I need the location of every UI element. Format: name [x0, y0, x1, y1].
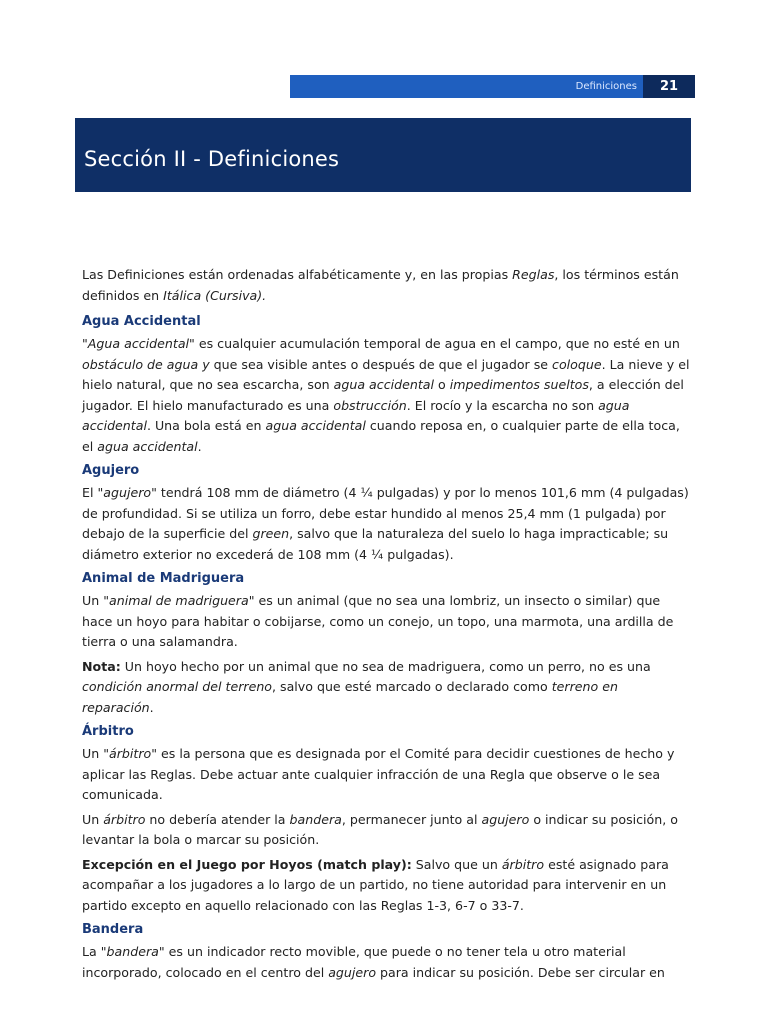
- definition-heading-animal-de-madriguera: Animal de Madriguera: [82, 571, 245, 586]
- running-header-section: Definiciones: [290, 75, 643, 98]
- definition-text-animal-de-madriguera: Un "animal de madriguera" es un animal (que no sea una lombriz, un insecto o similar) que hace un hoyo para habitar o cobijarse, como un conejo, un topo, una marmota, una ardilla de tierra o una salamandra.: [82, 593, 674, 649]
- definition-text-arbitro: Un "árbitro" es la persona que es designada por el Comité para decidir cuestiones de hecho y aplicar las Reglas. Debe actuar ante cualquier infracción de una Regla que observe o le sea comunicada.: [82, 746, 675, 802]
- definition-heading-bandera: Bandera: [82, 922, 144, 937]
- definition-heading-agujero: Agujero: [82, 463, 140, 478]
- section-title-band: [75, 118, 691, 192]
- definition-text-agujero: El "agujero" tendrá 108 mm de diámetro (4 ¼ pulgadas) y por lo menos 101,6 mm (4 pulgadas) de profundidad. Si se utiliza un forro, debe estar hundido al menos 25,4 mm (1 pulgada) por debajo de la superficie del green, salvo que la naturaleza del suelo lo haga impracticable; su diámetro exterior no excederá de 108 mm (4 ¼ pulgadas).: [82, 485, 689, 562]
- definitions-body: [82, 265, 692, 987]
- definition-exception-arbitro: Excepción en el Juego por Hoyos (match play): Salvo que un árbitro esté asignado para acompañar a los jugadores a lo largo de un partido, no tiene autoridad para intervenir en un partido excepto en aquello relacionado con las Reglas 1-3, 6-7 o 33-7.: [82, 856, 669, 913]
- section-title: Sección II - Definiciones: [84, 147, 340, 171]
- definition-text-arbitro-2: Un árbitro no debería atender la bandera, permanecer junto al agujero o indicar su posición, o levantar la bola o marcar su posición.: [82, 811, 678, 847]
- definition-text-bandera: La "bandera" es un indicador recto movible, que puede o no tener tela u otro material incorporado, colocado en el centro del agujero para indicar su posición. Debe ser circular en: [82, 944, 665, 980]
- definition-note-animal-de-madriguera: Nota: Un hoyo hecho por un animal que no sea de madriguera, como un perro, no es una condición anormal del terreno, salvo que esté marcado o declarado como terreno en reparación.: [82, 658, 651, 715]
- definition-text-agua-accidental: "Agua accidental" es cualquier acumulación temporal de agua en el campo, que no esté en un obstáculo de agua y que sea visible antes o después de que el jugador se coloque. La nieve y el hielo natural, que no sea escarcha, son agua accidental o impedimentos sueltos, a elección del jugador. El hielo manufacturado es una obstrucción. El rocío y la escarcha no son agua accidental. Una bola está en agua accidental cuando reposa en, o cualquier parte de ella toca, el agua accidental.: [82, 336, 690, 454]
- page-number: 21: [643, 75, 695, 98]
- intro-paragraph: Las Definiciones están ordenadas alfabéticamente y, en las propias Reglas, los términos están definidos en Itálica (Cursiva).: [82, 267, 679, 303]
- definition-heading-arbitro: Árbitro: [82, 724, 134, 739]
- running-header: [290, 75, 695, 98]
- definition-heading-agua-accidental: Agua Accidental: [82, 314, 201, 329]
